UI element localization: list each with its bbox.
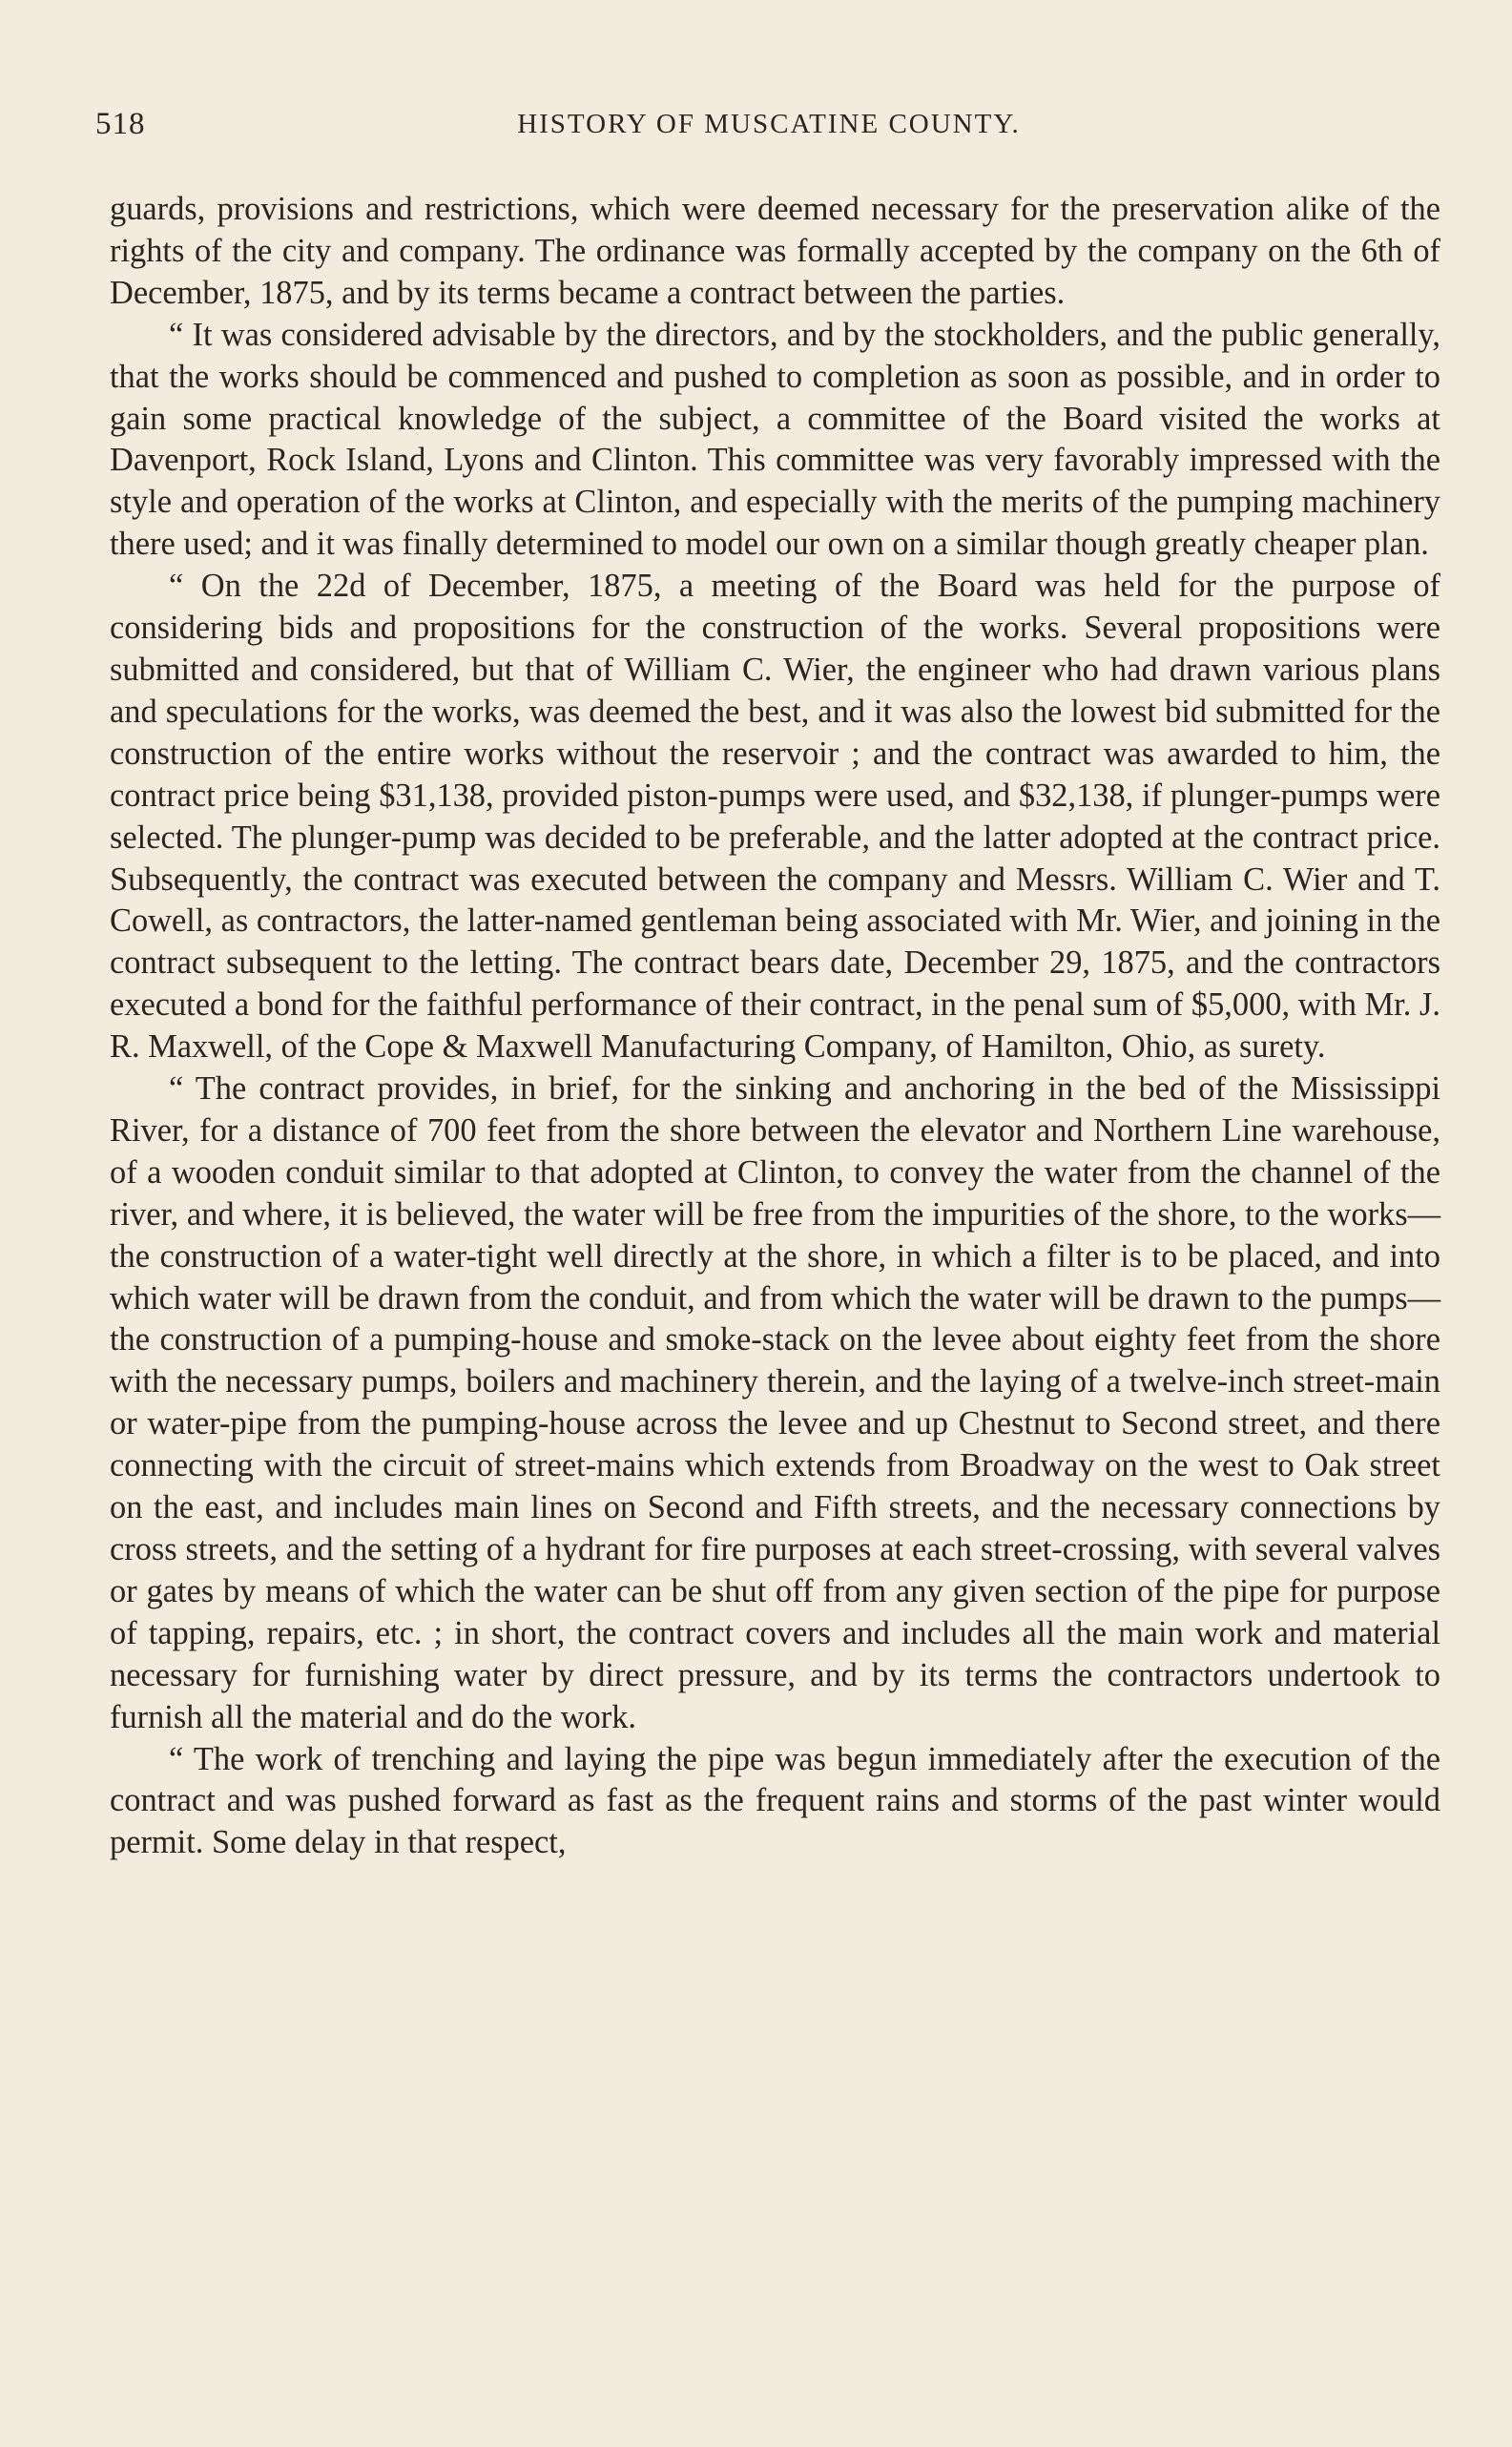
paragraph-continuation: guards, provisions and restrictions, which were deemed necessary for the preservation alike of the rights of the city and company. The ordinance was formally accepted by the company on the 6th of December, 1875, and by its terms became a contract between the parties. (110, 191, 1440, 311)
page-header (95, 107, 1442, 164)
running-title: HISTORY OF MUSCATINE COUNTY. (517, 109, 1021, 139)
body-text (110, 189, 1440, 1864)
paragraph-committee-visit: “ It was considered advisable by the directors, and by the stockholders, and the public generally, that the works should be commenced and pushed to completion as soon as possible, and in order to gain some practical knowledge of the subject, a committee of the Board visited the works at Davenport, Rock Island, Lyons and Clinton. This committee was very favorably impressed with the style and operation of the works at Clinton, and especially with the merits of the pumping machinery there used; and it was finally determined to model our own on a similar though greatly cheaper plan. (110, 316, 1440, 563)
page-number: 518 (95, 107, 146, 141)
paragraph-contract-award: “ On the 22d of December, 1875, a meeting of the Board was held for the purpose of considering bids and propositions for the construction of the works. Several propositions were submitted and considered, but that of William C. Wier, the engineer who had drawn various plans and speculations for the works, was deemed the best, and it was also the lowest bid submitted for the construction of the entire works without the reservoir ; and the contract was awarded to him, the contract price being $31,138, provided piston-pumps were used, and $32,138, if plunger-pumps were selected. The plunger-pump was decided to be preferable, and the latter adopted at the contract price. Subsequently, the contract was executed between the company and Messrs. William C. Wier and T. Cowell, as contractors, the latter-named gentleman being associated with Mr. Wier, and joining in the contract subsequent to the letting. The contract bears date, December 29, 1875, and the contractors executed a bond for the faithful performance of their contract, in the penal sum of $5,000, with Mr. J. R. Maxwell, of the Cope & Maxwell Manufacturing Company, of Hamilton, Ohio, as surety. (110, 568, 1440, 1066)
paragraph-work-begun: “ The work of trenching and laying the pipe was begun immediately after the execution of the contract and was pushed forward as fast as the frequent rains and storms of the past winter would permit. Some delay in that respect, (110, 1740, 1440, 1861)
paragraph-contract-provisions: “ The contract provides, in brief, for the sinking and anchoring in the bed of the Mississippi River, for a distance of 700 feet from the shore between the elevator and Northern Line warehouse, of a wooden conduit similar to that adopted at Clinton, to convey the water from the channel of the river, and where, it is believed, the water will be free from the impurities of the shore, to the works—the construction of a water-tight well directly at the shore, in which a filter is to be placed, and into which water will be drawn from the conduit, and from which the water will be drawn to the pumps—the construction of a pumping-house and smoke-stack on the levee about eighty feet from the shore with the necessary pumps, boilers and machinery therein, and the laying of a twelve-inch street-main or water-pipe from the pumping-house across the levee and up Chestnut to Second street, and there connecting with the circuit of street-mains which extends from Broadway on the west to Oak street on the east, and includes main lines on Second and Fifth streets, and the necessary connections by cross streets, and the setting of a hydrant for fire purposes at each street-crossing, with several valves or gates by means of which the water can be shut off from any given section of the pipe for purpose of tapping, repairs, etc. ; in short, the contract covers and includes all the main work and material necessary for furnishing water by direct pressure, and by its terms the contractors undertook to furnish all the material and do the work. (110, 1070, 1440, 1735)
